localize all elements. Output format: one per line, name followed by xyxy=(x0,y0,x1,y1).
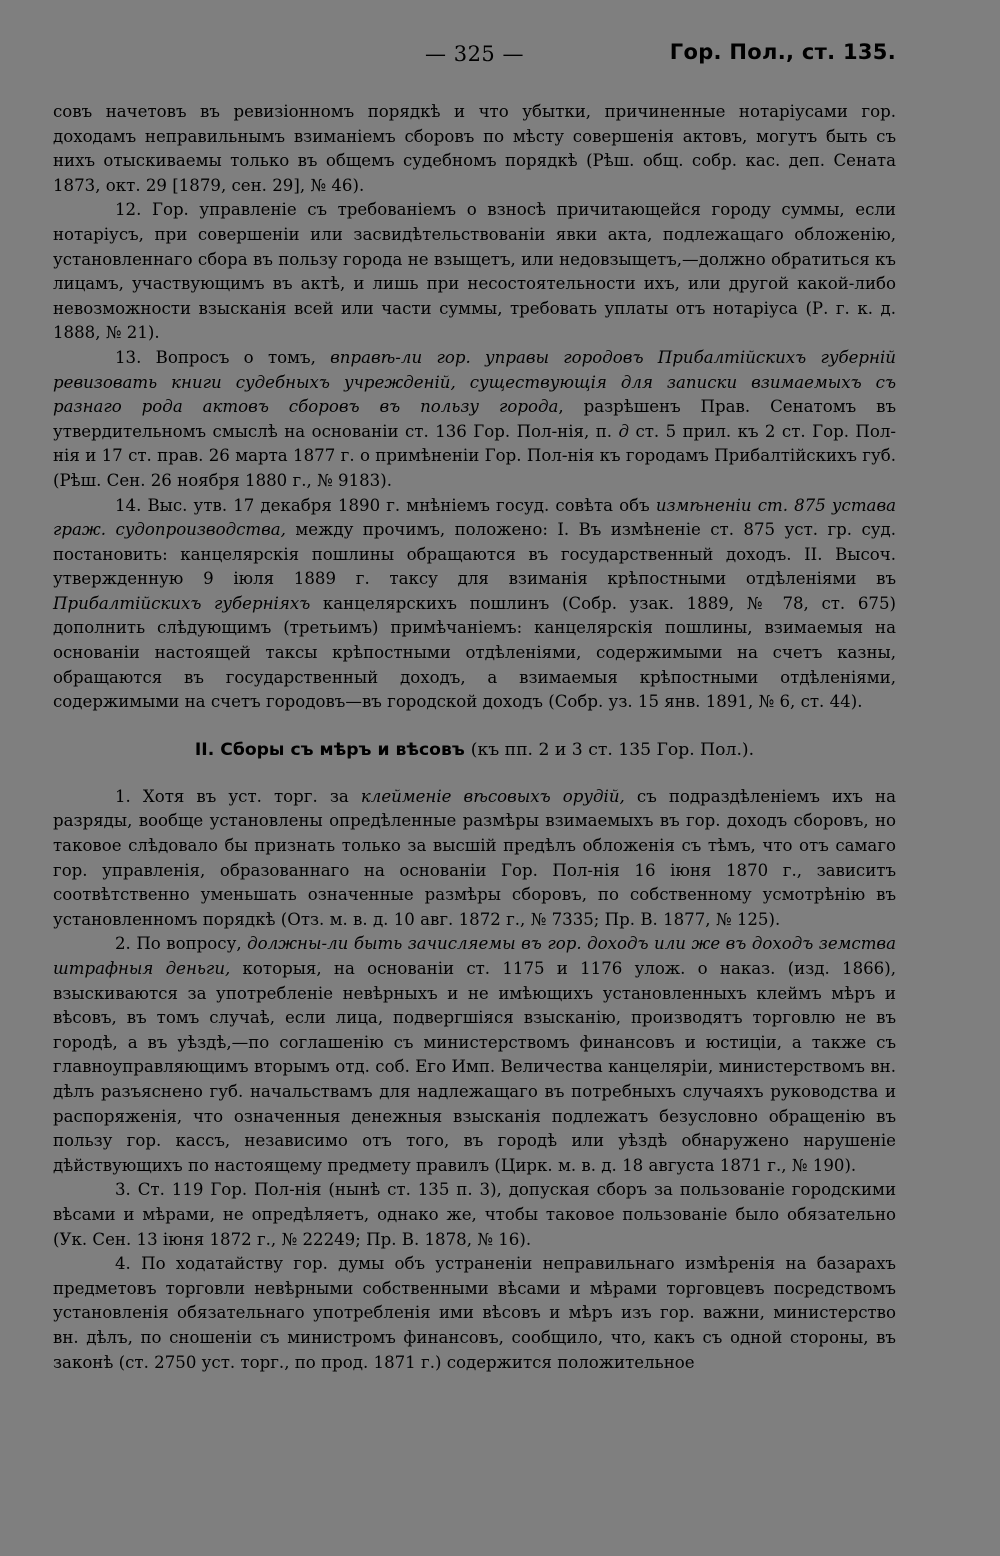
paragraph-13-lead: 13. Вопросъ о томъ, xyxy=(115,347,331,367)
paragraph-12: 12. Гор. управленіе съ требованіемъ о взносѣ причитающейся городу суммы, если нотаріусъ, при совершеніи или засвидѣтельствованіи явки акта, подлежащаго обложенію, установленнаго сбора въ пользу города не взыщетъ, или недовзыщетъ,—должно обратиться къ лицамъ, участвующимъ въ актѣ, и лишь при несостоятельности ихъ, или другой какой-либо невозможности взысканія всей или части суммы, требовать уплаты отъ нотаріуса (Р. г. к. д. 1888, № 21). xyxy=(53,200,896,343)
section-paragraph-1-lead: 1. Хотя въ уст. торг. за xyxy=(115,786,361,806)
section-paragraph-2-lead: 2. По вопросу, xyxy=(115,934,248,954)
paragraph-14 xyxy=(53,494,896,715)
paragraph-13 xyxy=(53,346,896,494)
paragraph-14-lead: 14. Выс. утв. 17 декабря 1890 г. мнѣніемъ госуд. совѣта объ xyxy=(115,495,656,515)
section-paragraph-1-tail: съ подраздѣленіемъ ихъ на разряды, вообще установлены опредѣленные размѣры взимаемыхъ въ гор. доходъ сборовъ, но таковое слѣдовало бы признать только за высшій предѣлъ обложенія съ тѣмъ, что отъ самаго гор. управленія, образованнаго на основаніи Гор. Пол-нія 16 іюня 1870 г., зависитъ соотвѣтственно уменьшать означенные размѣры сборовъ, по собственному усмотрѣнію въ установленномъ порядкѣ (Отз. м. в. д. 10 авг. 1872 г., № 7335; Пр. В. 1877, № 125). xyxy=(53,786,896,929)
body-text xyxy=(53,100,896,1375)
paragraph-13-tail: ст. 5 прил. къ 2 ст. Гор. Пол-нія и 17 ст. прав. 26 марта 1877 г. о примѣненіи Гор. Пол-нія къ городамъ Прибалтійскихъ губ. (Рѣш. Сен. 26 ноября 1880 г., № 9183). xyxy=(53,421,896,490)
section-paragraph-2-italic: должны-ли быть зачисляемы въ гор. доходъ или же въ доходъ земства штрафныя деньги, xyxy=(53,934,896,978)
section-paragraph-2 xyxy=(53,932,896,1178)
paragraph-13-middle: , разрѣшенъ Прав. Сенатомъ въ утвердительномъ смыслѣ на основаніи ст. 136 Гор. Пол-нія, п. xyxy=(53,397,896,441)
section-paragraph-2-tail: которыя, на основаніи ст. 1175 и 1176 улож. о наказ. (изд. 1866), взыскиваются за употребленіе невѣрныхъ и не имѣющихъ установленныхъ клеймъ мѣръ и вѣсовъ, въ томъ случаѣ, если лица, подвергшіяся взысканію, производятъ торговлю не въ городѣ, а въ уѣздѣ,—по соглашенію съ министерствомъ финансовъ и юстиціи, а также съ главноуправляющимъ вторымъ отд. соб. Его Имп. Величества канцеляріи, министерствомъ вн. дѣлъ разъяснено губ. начальствамъ для надлежащаго въ потребныхъ случаяхъ руководства и распоряженія, что означенныя денежныя взысканія подлежатъ безусловно обращенію въ пользу гор. кассъ, независимо отъ того, въ городѣ или уѣздѣ обнаружено нарушеніе дѣйствующихъ по настоящему предмету правилъ (Цирк. м. в. д. 18 августа 1871 г., № 190). xyxy=(53,959,896,1175)
section-paragraph-4: 4. По ходатайству гор. думы объ устраненіи неправильнаго измѣренія на базарахъ предметовъ торговли невѣрными собственными вѣсами и мѣрами торговцевъ посредствомъ установленія обязательнаго употребленія ими вѣсовъ и мѣръ изъ гор. важни, министерство вн. дѣлъ, по сношеніи съ министромъ финансовъ, сообщило, что, какъ съ одной стороны, въ законѣ (ст. 2750 уст. торг., по прод. 1871 г.) содержится положительное xyxy=(53,1254,896,1372)
document-page xyxy=(53,38,896,1375)
section-paragraph-1-italic: клейменіе вѣсовыхъ орудій, xyxy=(360,786,625,806)
page-header xyxy=(53,38,896,78)
section-paragraph-1 xyxy=(53,785,896,933)
paragraph-14-italic2: Прибалтійскихъ губерніяхъ xyxy=(53,593,311,613)
paragraph-13-italic-letter: д xyxy=(618,421,630,441)
page-number: — 325 — xyxy=(425,42,524,66)
paragraph-13-italic: вправѣ-ли гор. управы городовъ Прибалтійскихъ губерній ревизовать книги судебныхъ учрежденій, существующія для записки взимаемыхъ съ разнаго рода актовъ сборовъ въ пользу города xyxy=(53,347,896,417)
section-heading xyxy=(53,737,896,763)
paragraph-14-middle: между прочимъ, положено: I. Въ измѣненіе ст. 875 уст. гр. суд. постановить: канцелярскія пошлины обращаются въ государственный доходъ. II. Высоч. утвержденную 9 іюля 1889 г. таксу для взиманія крѣпостными отдѣленіями въ xyxy=(53,520,897,589)
section-paragraph-3: 3. Ст. 119 Гор. Пол-нія (нынѣ ст. 135 п. 3), допуская сборъ за пользованіе городскими вѣсами и мѣрами, не опредѣляетъ, однако же, чтобы таковое пользованіе было обязательно (Ук. Сен. 13 іюня 1872 г., № 22249; Пр. В. 1878, № 16). xyxy=(53,1180,896,1249)
paragraph-14-italic: измѣненіи ст. 875 устава граж. судопроизводства, xyxy=(53,495,896,540)
section-heading-title: II. Сборы съ мѣръ и вѣсовъ xyxy=(194,739,465,760)
running-head: Гор. Пол., ст. 135. xyxy=(669,40,896,64)
paragraph-14-tail: канцелярскихъ пошлинъ (Собр. узак. 1889, № 78, ст. 675) дополнить слѣдующимъ (третьимъ) примѣчаніемъ: канцелярскія пошлины, взимаемыя на основаніи настоящей таксы крѣпостными отдѣленіями, содержимыми на счетъ казны, обращаются въ государственный доходъ, а взимаемыя крѣпостными отдѣленіями, содержимыми на счетъ городовъ—въ городской доходъ (Собр. уз. 15 янв. 1891, № 6, ст. 44). xyxy=(53,593,896,712)
section-heading-ref: (къ пп. 2 и 3 ст. 135 Гор. Пол.). xyxy=(470,739,755,760)
paragraph-continuation: совъ начетовъ въ ревизіонномъ порядкѣ и что убытки, причиненные нотаріусами гор. доходамъ неправильнымъ взиманіемъ сборовъ по мѣсту совершенія актовъ, могутъ быть съ нихъ отыскиваемы только въ общемъ судебномъ порядкѣ (Рѣш. общ. собр. кас. деп. Сената 1873, окт. 29 [1879, сен. 29], № 46). xyxy=(53,102,896,195)
